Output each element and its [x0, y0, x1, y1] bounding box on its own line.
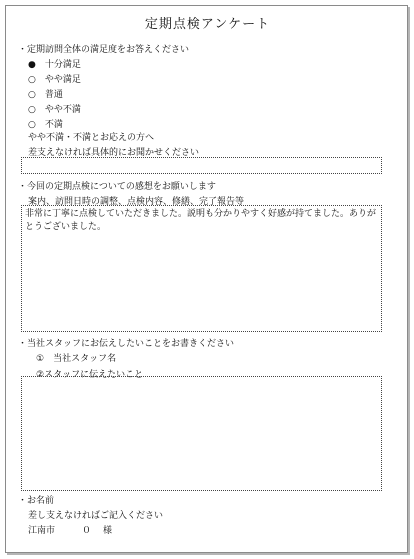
q1-label: ・定期訪問全体の満足度をお答えください [18, 45, 190, 55]
q1-followup-note: やや不満・不満とお応えの方へ [28, 133, 155, 143]
q1-option-dissatisfied[interactable] [28, 117, 63, 130]
survey-sheet [5, 5, 408, 553]
q2-label: ・今回の定期点検についての感想をお願いします [18, 182, 216, 192]
q1-option-somewhat-dissatisfied[interactable] [28, 102, 81, 115]
q3-label: ・当社スタッフにお伝えしたいことをお書きください [18, 339, 235, 349]
radio-selected-icon: ● [28, 60, 36, 70]
q2-feedback-input[interactable]: 非常に丁寧に点検していただきました。説明も分かりやすく好感が持てました。ありがとうございました。 [21, 205, 382, 332]
q1-detail-input[interactable] [21, 157, 382, 174]
radio-empty-icon: ○ [28, 120, 36, 130]
radio-empty-icon: ○ [28, 105, 36, 115]
q4-name-input[interactable]: ０ [82, 526, 92, 536]
q2-hint: 案内、訪問日時の調整、点検内容、修繕、完了報告等 [28, 197, 245, 207]
q4-label: ・お名前 [18, 496, 55, 506]
option-label: 不満 [44, 120, 63, 130]
survey-title: 定期点検アンケート [144, 17, 271, 32]
q4-city-prefix: 江南市 [28, 526, 56, 536]
radio-empty-icon: ○ [28, 90, 36, 100]
q1-option-somewhat-satisfied[interactable] [28, 72, 81, 85]
option-label: やや不満 [44, 105, 81, 115]
q1-option-very-satisfied[interactable] [28, 57, 81, 70]
q3-message-input[interactable] [21, 376, 382, 491]
q3-message-label: ②スタッフに伝えたいこと [36, 370, 144, 380]
q4-honorific: 様 [103, 526, 113, 536]
q1-option-neutral[interactable] [28, 87, 63, 100]
q4-hint: 差し支えなければご記入ください [28, 511, 164, 521]
option-label: 普通 [44, 90, 63, 100]
radio-empty-icon: ○ [28, 75, 36, 85]
q1-followup-request: 差支えなければ具体的にお聞かせください [28, 148, 200, 158]
option-label: 十分満足 [44, 60, 81, 70]
option-label: やや満足 [44, 75, 81, 85]
q3-staff-name-label: ① 当社スタッフ名 [36, 354, 117, 364]
